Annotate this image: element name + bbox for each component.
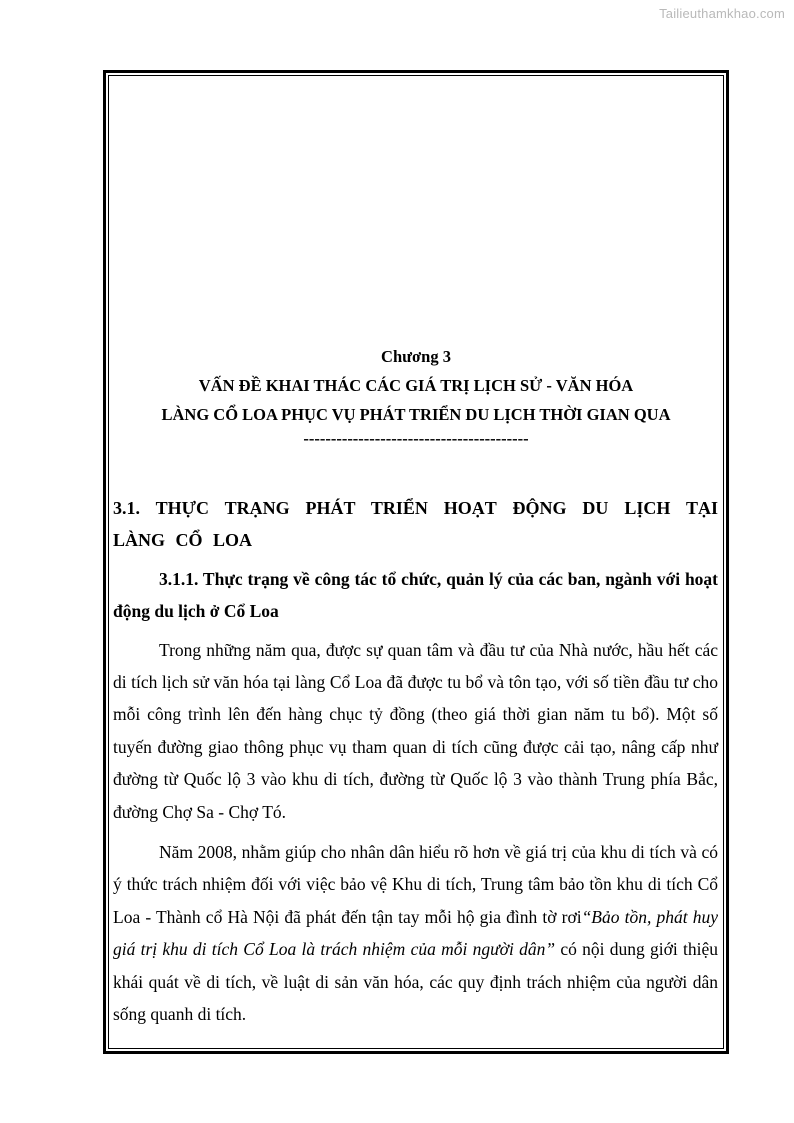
chapter-title-line-2: LÀNG CỔ LOA PHỤC VỤ PHÁT TRIỂN DU LỊCH THỜI GIAN QUA xyxy=(161,405,671,424)
chapter-heading xyxy=(103,342,729,449)
paragraph-1: Trong những năm qua, được sự quan tâm và đầu tư của Nhà nước, hầu hết các di tích lịch sử văn hóa tại làng Cổ Loa đã được tu bổ và tôn tạo, với số tiền đầu tư cho mỗi công trình lên đến hàng chục tỷ đồng (theo giá thời gian năm tu bổ). Một số tuyến đường giao thông phục vụ tham quan di tích cũng được cải tạo, nâng cấp như đường từ Quốc lộ 3 vào khu di tích, đường từ Quốc lộ 3 vào thành Trung phía Bắc, đường Chợ Sa - Chợ Tó. xyxy=(113,639,718,822)
watermark-text: Tailieuthamkhao.com xyxy=(659,6,785,21)
document-body xyxy=(113,492,718,1031)
paragraph-2 xyxy=(113,836,718,1030)
section-title: 3.1. THỰC TRẠNG PHÁT TRIỂN HOẠT ĐỘNG DU LỊCH TẠI LÀNG CỔ LOA xyxy=(113,498,718,551)
paragraph-2-text-start: Năm 2008, nhằm giúp cho nhân dân hiểu rõ hơn về giá trị của khu di tích và có ý thức trách nhiệm đối với việc bảo vệ Khu di tích, Trung tâm bảo tồn khu di tích Cổ Loa - Thành cổ Hà Nội đã phát đến tận tay mỗi hộ gia đình tờ rơi xyxy=(113,842,718,927)
chapter-divider: ----------------------------------------- xyxy=(303,429,529,448)
chapter-label: Chương 3 xyxy=(381,347,451,366)
subsection-title: 3.1.1. Thực trạng về công tác tổ chức, quản lý của các ban, ngành với hoạt động du lịch ở Cổ Loa xyxy=(113,568,718,622)
paragraph-2-quote: “Bảo tồn, phát huy giá trị khu di tích Cổ Loa là trách nhiệm của mỗi người dân” xyxy=(113,906,718,960)
chapter-title-line-1: VẤN ĐỀ KHAI THÁC CÁC GIÁ TRỊ LỊCH SỬ - VĂN HÓA xyxy=(198,376,634,395)
paragraph-2-text-end: có nội dung giới thiệu khái quát về di tích, về luật di sản văn hóa, các quy định trách nhiệm của người dân sống quanh di tích. xyxy=(113,939,718,1025)
